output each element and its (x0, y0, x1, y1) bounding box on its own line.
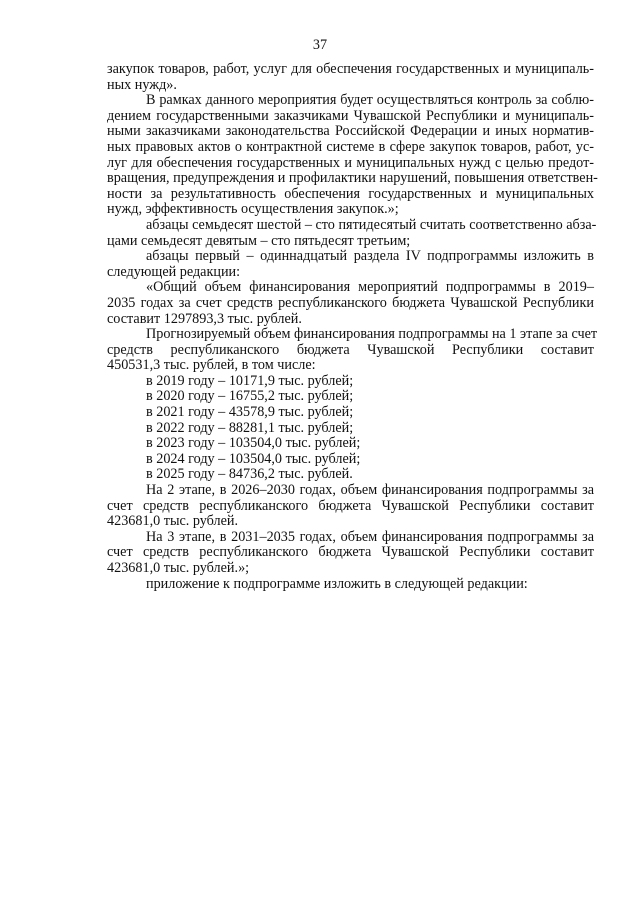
text-line: На 3 этапе, в 2031–2035 годах, объем финансирования подпрограммы за (146, 528, 594, 545)
text-line: абзацы семьдесят шестой – сто пятидесятый считать соответственно абза- (146, 216, 597, 233)
text-line: счет средств республиканского бюджета Чувашской Республики составит (107, 544, 594, 561)
text-line: Прогнозируемый объем финансирования подпрограммы на 1 этапе за счет (146, 326, 598, 343)
text-line: абзацы первый – одиннадцатый раздела IV подпрограммы изложить в (146, 248, 594, 265)
text-line: ности за результативность обеспечения государственных и муниципальных (107, 185, 594, 202)
text-line: средств республиканского бюджета Чувашской Республики составит (107, 341, 594, 358)
text-line: ными заказчиками законодательства Российской Федерации и иных норматив- (107, 123, 594, 140)
text-line: ных правовых актов о контрактной системе в сфере закупок товаров, работ, ус- (107, 138, 594, 155)
text-line: луг для обеспечения государственных и муниципальных нужд с целью предот- (107, 154, 594, 171)
text-line: следующей редакции: (107, 263, 241, 280)
text-line: 423681,0 тыс. рублей.»; (107, 560, 250, 576)
text-line: приложение к подпрограмме изложить в следующей редакции: (146, 575, 528, 592)
text-line: в 2023 году – 103504,0 тыс. рублей; (146, 435, 361, 452)
text-line: нужд, эффективность осуществления закупок.»; (107, 201, 399, 218)
text-line: 450531,3 тыс. рублей, в том числе: (107, 357, 316, 374)
text-line: в 2022 году – 88281,1 тыс. рублей; (146, 419, 354, 436)
text-line: ных нужд». (107, 76, 177, 93)
text-line: цами семьдесят девятым – сто пятьдесят третьим; (107, 232, 411, 249)
text-line: дением государственными заказчиками Чувашской Республики и муниципаль- (107, 107, 594, 124)
text-line: в 2025 году – 84736,2 тыс. рублей. (146, 466, 353, 483)
text-line: 423681,0 тыс. рублей. (107, 513, 239, 530)
document-body (107, 61, 598, 592)
text-line: составит 1297893,3 тыс. рублей. (107, 310, 302, 327)
text-line: в 2019 году – 10171,9 тыс. рублей; (146, 372, 354, 389)
text-line: «Общий объем финансирования мероприятий подпрограммы в 2019– (146, 279, 594, 296)
text-line: в 2021 году – 43578,9 тыс. рублей; (146, 404, 354, 421)
text-line: В рамках данного мероприятия будет осуществляться контроль за соблю- (146, 92, 594, 109)
text-line: в 2020 году – 16755,2 тыс. рублей; (146, 388, 354, 405)
text-line: вращения, предупреждения и профилактики нарушений, повышения ответствен- (107, 170, 598, 187)
text-line: в 2024 году – 103504,0 тыс. рублей; (146, 450, 361, 467)
page-number: 37 (312, 37, 328, 53)
text-line: 2035 годах за счет средств республиканского бюджета Чувашской Республики (107, 294, 594, 311)
text-line: счет средств республиканского бюджета Чувашской Республики составит (107, 497, 594, 514)
text-line: закупок товаров, работ, услуг для обеспечения государственных и муниципаль- (107, 61, 594, 77)
text-line: На 2 этапе, в 2026–2030 годах, объем финансирования подпрограммы за (146, 482, 594, 499)
